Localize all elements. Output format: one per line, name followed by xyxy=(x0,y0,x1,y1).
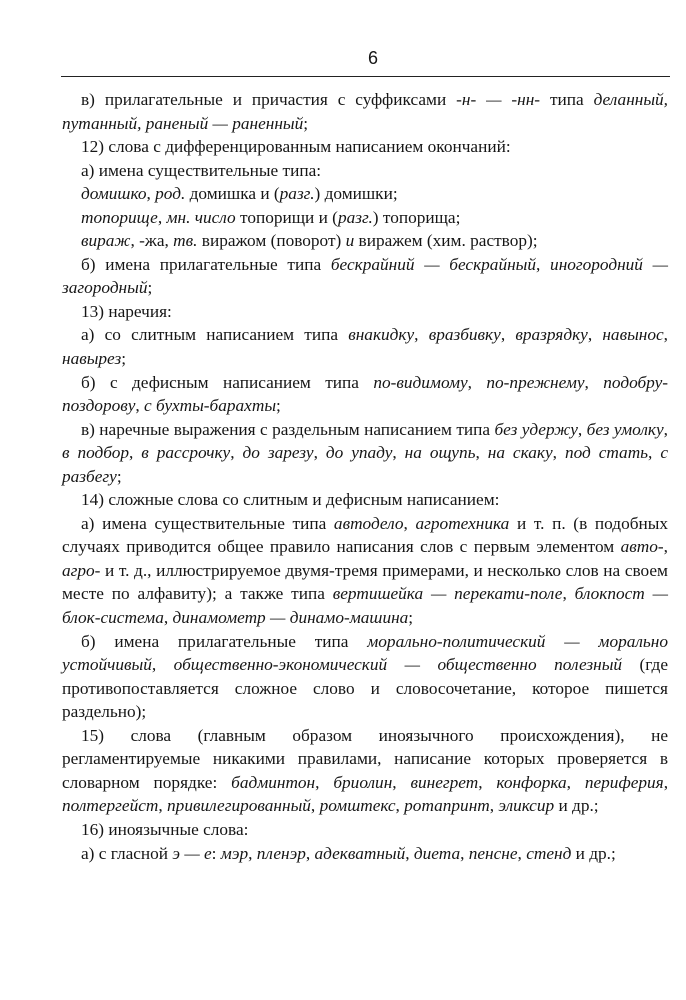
body-text-run: , xyxy=(305,843,315,863)
body-text-run: , xyxy=(663,325,668,345)
page-body xyxy=(62,88,668,865)
body-text-run: б) имена прилагательные типа xyxy=(81,254,331,274)
body-text-run: , xyxy=(392,772,411,792)
italic-example-text: и xyxy=(345,231,355,251)
paragraph-item-14 xyxy=(62,488,668,512)
body-text-run: : xyxy=(211,843,221,863)
header-rule xyxy=(61,76,670,77)
italic-example-text: агро- xyxy=(62,560,101,580)
body-text-run: , xyxy=(158,796,168,816)
italic-example-text: агротехника xyxy=(415,513,510,533)
body-text-run: ; xyxy=(276,396,281,416)
body-text-run: , xyxy=(489,796,499,816)
body-text-run: , xyxy=(475,443,488,463)
paragraph-item-12b xyxy=(62,253,668,300)
italic-example-text: до зарезу xyxy=(242,443,314,463)
body-text-run: а) имена существительные типа: xyxy=(81,160,322,180)
italic-example-text: эликсир xyxy=(498,796,555,816)
body-text-run: , xyxy=(648,443,661,463)
body-text-run: ; xyxy=(116,466,122,486)
italic-example-text: тв. xyxy=(173,231,198,251)
italic-example-text: внакидку xyxy=(348,325,415,345)
italic-example-text: конфорка xyxy=(496,772,567,792)
body-text-run: , xyxy=(536,254,551,274)
body-text-run: (где противопоставляется сложное слово и словосочетание, которое пишется раздельно); xyxy=(62,655,668,722)
body-text-run: ; xyxy=(408,608,414,628)
italic-example-text: морально-политический — морально устойчивый xyxy=(62,631,668,675)
body-text-run: и др.; xyxy=(571,843,616,863)
body-text-run: а) с гласной xyxy=(81,843,173,863)
body-text-run: , xyxy=(157,207,167,227)
body-text-run: , xyxy=(403,513,416,533)
italic-example-text: на скаку xyxy=(487,443,553,463)
paragraph-example-virazh xyxy=(62,229,668,253)
paragraph-item-13v xyxy=(62,418,668,489)
body-text-run: и т. д., иллюстрируемое двумя-тремя примерами, и несколько слов на своем месте по алфавиту); а также типа xyxy=(62,560,668,604)
body-text-run: , xyxy=(663,419,668,439)
italic-example-text: авто- xyxy=(620,537,664,557)
body-text-run: 12) слова с дифференцированным написанием окончаний: xyxy=(81,137,511,157)
italic-example-text: автодело xyxy=(333,513,404,533)
body-text-run: , xyxy=(478,772,497,792)
body-text-run: , xyxy=(517,843,527,863)
body-text-run: , xyxy=(313,443,326,463)
body-text-run: , xyxy=(414,325,429,345)
italic-example-text: в рассрочку xyxy=(141,443,231,463)
paragraph-item-16a xyxy=(62,842,668,866)
body-text-run: , xyxy=(405,843,414,863)
italic-example-text: пенсне xyxy=(468,843,518,863)
italic-example-text: общественно-экономический — общественно полезный xyxy=(173,655,623,675)
body-text-run: , xyxy=(248,843,257,863)
italic-example-text: мн. число xyxy=(166,207,236,227)
body-text-run: 13) наречия: xyxy=(81,301,172,321)
body-text-run: и т. п. (в подобных случаях приводится общее правило написания слов с первым элементом xyxy=(62,513,668,557)
paragraph-item-15 xyxy=(62,724,668,818)
italic-example-text: без удержу xyxy=(494,419,578,439)
body-text-run: , xyxy=(500,325,516,345)
italic-example-text: подобру-поздорову xyxy=(62,372,669,416)
paragraph-example-domishko xyxy=(62,182,668,206)
body-text-run: , xyxy=(151,655,174,675)
body-text-run: , xyxy=(584,372,604,392)
body-text-run: в) прилагательные и причастия с суффиксами xyxy=(81,90,457,109)
italic-example-text: с бухты-барахты xyxy=(144,396,277,416)
italic-example-text: с разбегу xyxy=(62,443,668,486)
paragraph-item-13 xyxy=(62,300,668,324)
italic-example-text: стенд xyxy=(526,843,572,863)
italic-example-text: привилегированный xyxy=(167,796,311,816)
body-text-run: , xyxy=(577,419,587,439)
body-text-run: , xyxy=(230,443,243,463)
italic-example-text: разг. xyxy=(279,184,315,204)
italic-example-text: адекватный xyxy=(314,843,406,863)
italic-example-text: домишко xyxy=(81,184,147,204)
italic-example-text: диета xyxy=(413,843,461,863)
italic-example-text: до упаду xyxy=(325,443,393,463)
italic-example-text: род. xyxy=(155,184,186,204)
italic-example-text: в подбор xyxy=(62,443,130,463)
body-text-run: , xyxy=(146,184,156,204)
body-text-run: , -жа, xyxy=(130,231,174,251)
italic-example-text: иногородний — загородный xyxy=(62,254,669,298)
italic-example-text: ромштекс xyxy=(319,796,396,816)
italic-example-text: по-видимому xyxy=(373,372,468,392)
italic-example-text: вразрядку xyxy=(515,325,588,345)
paragraph-item-16 xyxy=(62,818,668,842)
body-text-run: , xyxy=(663,772,669,792)
body-text-run: б) с дефисным написанием типа xyxy=(81,372,374,392)
paragraph-item-14a xyxy=(62,512,668,630)
body-text-run: , xyxy=(562,584,575,604)
italic-example-text: навырез xyxy=(62,349,122,369)
body-text-run: ) топорища; xyxy=(372,207,461,227)
body-text-run: в) наречные выражения с раздельным написанием типа xyxy=(81,419,495,439)
paragraph-item-14b xyxy=(62,630,668,724)
italic-example-text: -н- — -нн- xyxy=(456,90,541,109)
body-text-run: , xyxy=(392,443,405,463)
body-text-run: , xyxy=(315,772,334,792)
italic-example-text: топорище xyxy=(81,207,158,227)
paragraph-item-13a xyxy=(62,323,668,370)
paragraph-prilagatelnye-prichastiya xyxy=(62,88,668,135)
body-text-run: ; xyxy=(147,278,153,298)
body-text-run: виражом (поворот) xyxy=(197,231,346,251)
body-text-run: ; xyxy=(121,349,127,369)
italic-example-text: навынос xyxy=(602,325,664,345)
italic-example-text: вразбивку xyxy=(428,325,501,345)
italic-example-text: бескрайний — бескрайный xyxy=(330,254,537,274)
paragraph-item-12 xyxy=(62,135,668,159)
body-text-run: , xyxy=(663,537,668,557)
body-text-run: , xyxy=(310,796,320,816)
italic-example-text: винегрет xyxy=(410,772,479,792)
body-text-run: домишка и ( xyxy=(185,184,280,204)
body-text-run: , xyxy=(395,796,405,816)
paragraph-item-12a xyxy=(62,159,668,183)
italic-example-text: вертишейка — перекати-поле xyxy=(332,584,563,604)
body-text-run: ) домишки; xyxy=(314,184,398,204)
body-text-run: , xyxy=(587,325,603,345)
italic-example-text: полтергейст xyxy=(62,796,159,816)
italic-example-text: периферия xyxy=(584,772,664,792)
body-text-run: виражем (хим. раствор); xyxy=(354,231,538,251)
body-text-run: а) со слитным написанием типа xyxy=(81,325,349,345)
italic-example-text: деланный, путанный, раненый — раненный xyxy=(62,90,668,133)
body-text-run: , xyxy=(552,443,565,463)
body-text-run: , xyxy=(467,372,487,392)
paragraph-item-13b xyxy=(62,371,668,418)
body-text-run: топорищи и ( xyxy=(235,207,338,227)
italic-example-text: пленэр xyxy=(256,843,306,863)
body-text-run: 14) сложные слова со слитным и дефисным написанием: xyxy=(81,490,500,510)
italic-example-text: блокпост — блок-система xyxy=(62,584,669,628)
italic-example-text: мэр xyxy=(220,843,249,863)
body-text-run: и др.; xyxy=(554,796,599,816)
italic-example-text: вираж xyxy=(81,231,131,251)
italic-example-text: динамометр — динамо-машина xyxy=(172,608,409,628)
body-text-run: 15) слова (главным образом иноязычного происхождения), не регламентируемые никакими правилами, написание которых проверяется в словарном порядке: xyxy=(62,725,668,792)
body-text-run: , xyxy=(460,843,469,863)
body-text-run: а) имена существительные типа xyxy=(81,513,334,533)
body-text-run: б) имена прилагательные типа xyxy=(81,631,368,651)
italic-example-text: без умолку xyxy=(586,419,664,439)
italic-example-text: по-прежнему xyxy=(486,372,585,392)
italic-example-text: на ощупь xyxy=(404,443,476,463)
paragraph-example-toporishche xyxy=(62,206,668,230)
body-text-run: типа xyxy=(540,90,594,109)
body-text-run: ; xyxy=(303,113,309,133)
body-text-run: , xyxy=(566,772,585,792)
italic-example-text: э — е xyxy=(172,843,212,863)
body-text-run: , xyxy=(135,396,145,416)
italic-example-text: бадминтон xyxy=(231,772,316,792)
italic-example-text: разг. xyxy=(337,207,373,227)
body-text-run: , xyxy=(163,608,173,628)
body-text-run: 16) иноязычные слова: xyxy=(81,819,249,839)
body-text-run: , xyxy=(129,443,142,463)
italic-example-text: под стать xyxy=(564,443,649,463)
page-number: 6 xyxy=(367,48,378,68)
italic-example-text: ротапринт xyxy=(404,796,490,816)
italic-example-text: бриолин xyxy=(333,772,393,792)
